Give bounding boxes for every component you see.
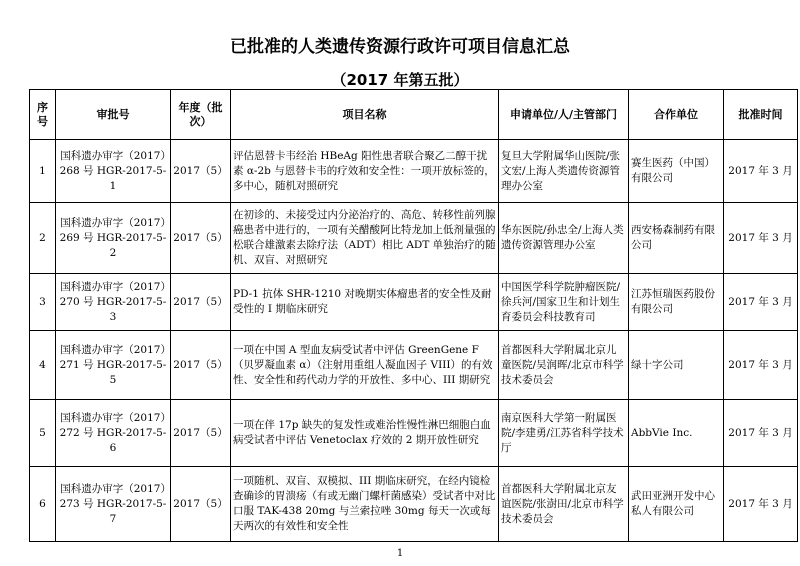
cell-no: 2 — [30, 203, 56, 274]
cell-date: 2017 年 3 月 — [724, 274, 798, 331]
header-no: 序号 — [30, 90, 56, 140]
cell-approval: 国科遗办审字（2017）269 号 HGR-2017-5-2 — [56, 203, 171, 274]
table-row — [30, 274, 798, 331]
header-applicant: 申请单位/人/主管部门 — [499, 90, 629, 140]
header-date: 批准时间 — [724, 90, 798, 140]
cell-applicant: 首都医科大学附属北京友谊医院/张澍田/北京市科学技术委员会 — [499, 467, 629, 542]
cell-partner: 绿十字公司 — [629, 331, 724, 400]
cell-applicant: 首都医科大学附属北京儿童医院/吴润晖/北京市科学技术委员会 — [499, 331, 629, 400]
cell-approval: 国科遗办审字（2017）271 号 HGR-2017-5-5 — [56, 331, 171, 400]
cell-year: 2017（5） — [171, 140, 231, 203]
cell-approval: 国科遗办审字（2017）273 号 HGR-2017-5-7 — [56, 467, 171, 542]
cell-year: 2017（5） — [171, 203, 231, 274]
cell-approval: 国科遗办审字（2017）272 号 HGR-2017-5-6 — [56, 400, 171, 467]
cell-no: 3 — [30, 274, 56, 331]
cell-partner: 江苏恒瑞医药股份有限公司 — [629, 274, 724, 331]
table-header-row — [30, 90, 798, 140]
table-row — [30, 467, 798, 542]
table-row — [30, 203, 798, 274]
cell-applicant: 南京医科大学第一附属医院/李建勇/江苏省科学技术厅 — [499, 400, 629, 467]
table-row — [30, 331, 798, 400]
cell-year: 2017（5） — [171, 467, 231, 542]
cell-partner: 武田亚洲开发中心私人有限公司 — [629, 467, 724, 542]
cell-no: 6 — [30, 467, 56, 542]
cell-partner: 赛生医药（中国）有限公司 — [629, 140, 724, 203]
cell-date: 2017 年 3 月 — [724, 140, 798, 203]
cell-year: 2017（5） — [171, 274, 231, 331]
approval-table — [29, 89, 798, 542]
cell-date: 2017 年 3 月 — [724, 203, 798, 274]
cell-applicant: 中国医学科学院肿瘤医院/徐兵河/国家卫生和计划生育委员会科技教育司 — [499, 274, 629, 331]
header-partner: 合作单位 — [629, 90, 724, 140]
cell-no: 5 — [30, 400, 56, 467]
header-project: 项目名称 — [231, 90, 499, 140]
cell-approval: 国科遗办审字（2017）270 号 HGR-2017-5-3 — [56, 274, 171, 331]
cell-project: 一项在伴 17p 缺失的复发性或难治性慢性淋巴细胞白血病受试者中评估 Venetoclax 疗效的 2 期开放性研究 — [231, 400, 499, 467]
cell-year: 2017（5） — [171, 331, 231, 400]
cell-date: 2017 年 3 月 — [724, 331, 798, 400]
cell-approval: 国科遗办审字（2017）268 号 HGR-2017-5-1 — [56, 140, 171, 203]
cell-project: PD-1 抗体 SHR-1210 对晚期实体瘤患者的安全性及耐受性的 I 期临床研究 — [231, 274, 499, 331]
cell-no: 1 — [30, 140, 56, 203]
cell-partner: 西安杨森制药有限公司 — [629, 203, 724, 274]
document-title: 已批准的人类遗传资源行政许可项目信息汇总 — [230, 37, 570, 57]
cell-applicant: 复旦大学附属华山医院/张文宏/上海人类遗传资源管理办公室 — [499, 140, 629, 203]
cell-project: 一项随机、双盲、双模拟、III 期临床研究，在经内镜检查确诊的胃溃疡（有或无幽门螺杆菌感染）受试者中对比口服 TAK-438 20mg 与兰索拉唑 30mg 每天一次或每天两次的有效性和安全性 — [231, 467, 499, 542]
cell-project: 在初诊的、未接受过内分泌治疗的、高危、转移性前列腺癌患者中进行的，一项有关醋酸阿比特龙加上低剂量强的松联合雄激素去除疗法（ADT）相比 ADT 单独治疗的随机、双盲、对照研究 — [231, 203, 499, 274]
header-approval: 审批号 — [56, 90, 171, 140]
cell-no: 4 — [30, 331, 56, 400]
cell-project: 一项在中国 A 型血友病受试者中评估 GreenGene F（贝罗凝血素 α）（注射用重组人凝血因子 VIII）的有效性、安全性和药代动力学的开放性、多中心、III 期研究 — [231, 331, 499, 400]
table-row — [30, 400, 798, 467]
cell-applicant: 华东医院/孙忠全/上海人类遗传资源管理办公室 — [499, 203, 629, 274]
cell-date: 2017 年 3 月 — [724, 400, 798, 467]
table-row — [30, 140, 798, 203]
page-number: 1 — [396, 548, 404, 559]
cell-year: 2017（5） — [171, 400, 231, 467]
header-year: 年度（批次） — [171, 90, 231, 140]
cell-partner: AbbVie Inc. — [629, 400, 724, 467]
cell-project: 评估恩替卡韦经治 HBeAg 阳性患者联合聚乙二醇干扰素 α-2b 与恩替卡韦的疗效和安全性：一项开放标签的，多中心，随机对照研究 — [231, 140, 499, 203]
cell-date: 2017 年 3 月 — [724, 467, 798, 542]
document-subtitle: （2017 年第五批） — [331, 71, 469, 89]
